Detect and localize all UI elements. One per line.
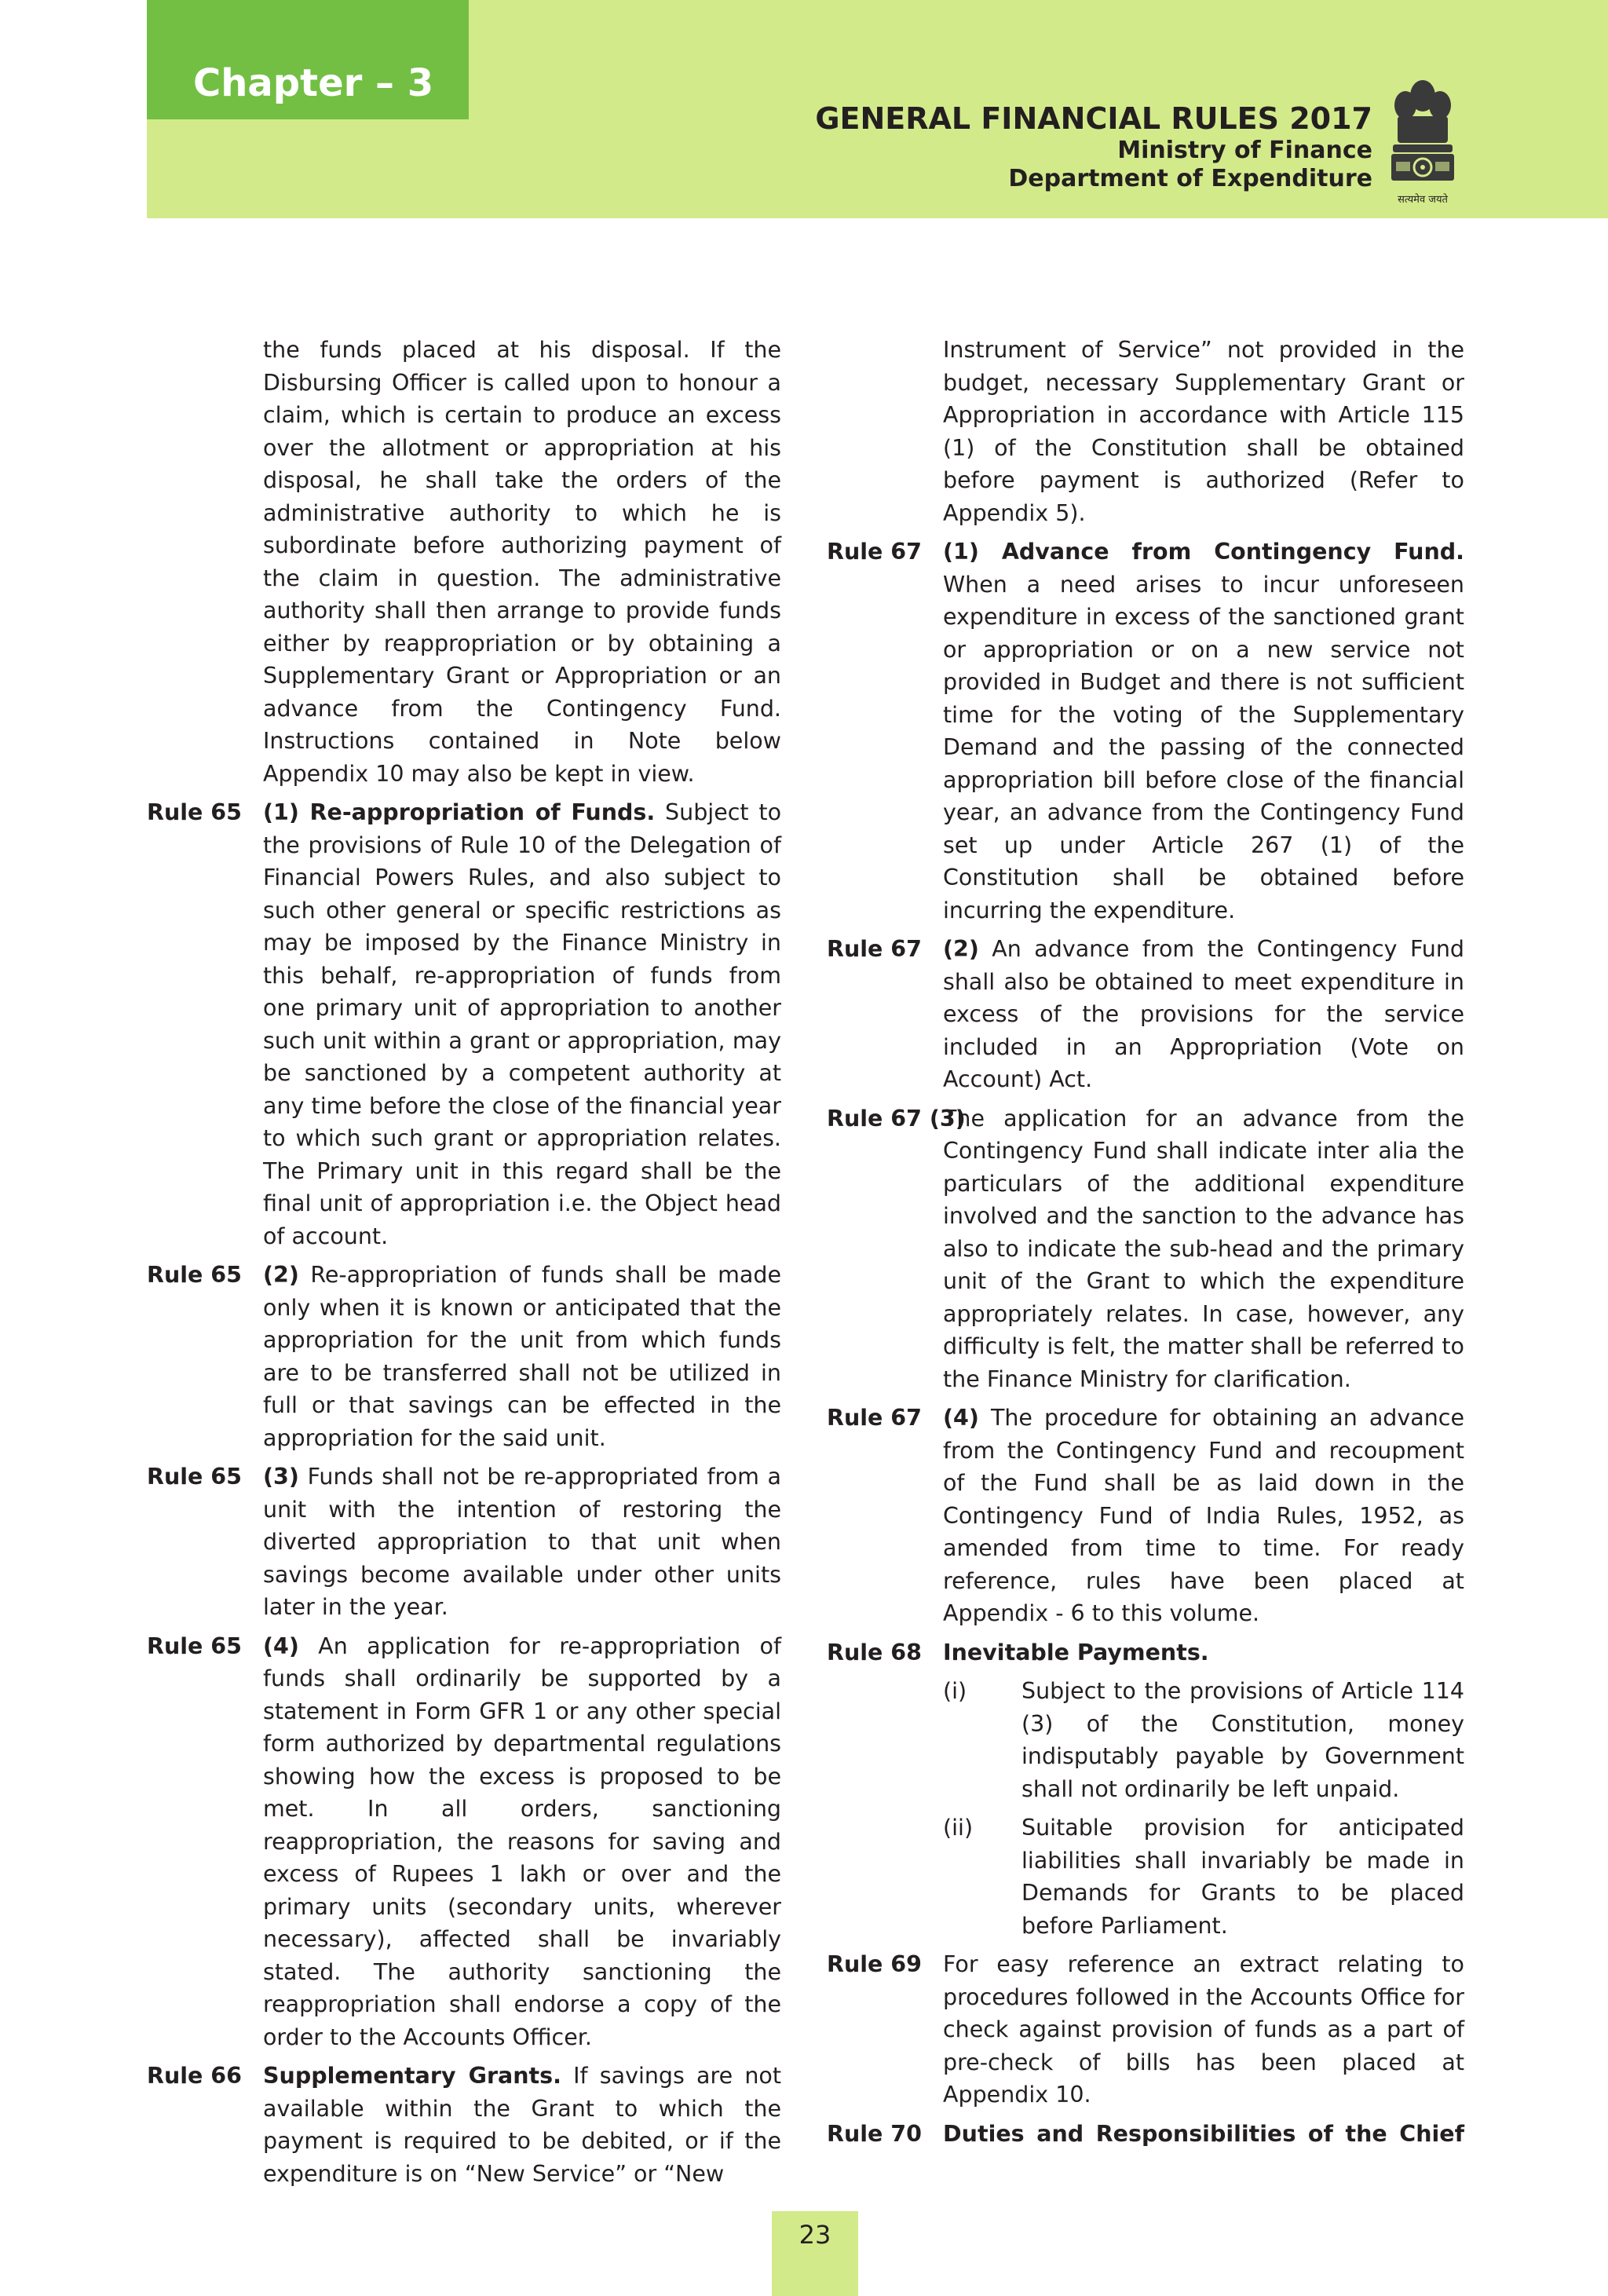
rule-heading: (3) — [263, 1464, 299, 1490]
rule-67-2 — [827, 933, 1464, 1096]
national-emblem — [1387, 72, 1459, 207]
rule-label: Rule 66 — [147, 2063, 242, 2089]
continuation-paragraph: Instrument of Service” not provided in the budget, necessary Supplementary Grant or Appropriation in accordance with Article 115 (1) of the Constitution shall be obtained before payment is authorized (Refer to Appendix 5). — [943, 337, 1464, 526]
rule-65-3 — [147, 1461, 781, 1624]
rule-65-4 — [147, 1630, 781, 2054]
ministry-name: Ministry of Finance — [1117, 137, 1372, 164]
rule-body: Re-appropriation of funds shall be made only when it is known or anticipated that the appropriation for the unit from which funds are to be transferred shall not be utilized in full or that savings can be effected in the appropriation for the said unit. — [263, 1262, 781, 1451]
emblem-motto: सत्यमेव जयते — [1398, 194, 1448, 206]
rule-heading: Duties and Responsibilities of the Chief — [943, 2120, 1464, 2147]
left-column — [147, 334, 781, 2196]
rule-label: Rule 67 (3) — [827, 1105, 966, 1132]
rule-65-1 — [147, 796, 781, 1252]
rule-heading: (2) — [943, 936, 979, 962]
rule-65-2 — [147, 1259, 781, 1454]
rule-67-1 — [827, 536, 1464, 927]
rule-body: Funds shall not be re-appropriated from a unit with the intention of restoring the diverted appropriation to that unit when savings become available under other units later in the year. — [263, 1464, 781, 1620]
rule-66 — [147, 2060, 781, 2190]
sub-item-text: Suitable provision for anticipated liabilities shall invariably be made in Demands for Grants to be placed before Parliament. — [1021, 1815, 1464, 1939]
page-number: 23 — [772, 2211, 858, 2296]
rule-67-4 — [827, 1402, 1464, 1630]
sub-item-number: (ii) — [943, 1815, 974, 1841]
rule-heading: (2) — [263, 1262, 299, 1288]
sub-item-text: Subject to the provisions of Article 114 (3) of the Constitution, money indisputably payable by Government shall not ordinarily be left unpaid. — [1021, 1678, 1464, 1802]
rule-heading: Supplementary Grants. — [263, 2063, 561, 2089]
rule-label: Rule 65 — [147, 1262, 242, 1288]
rule-heading: (4) — [943, 1405, 979, 1431]
sub-item — [943, 1675, 1464, 1805]
department-name: Department of Expenditure — [1008, 165, 1372, 192]
rule-68 — [827, 1636, 1464, 1943]
rule-body: An advance from the Contingency Fund shall also be obtained to meet expenditure in excess of the provisions for the service included in an Appropriation (Vote on Account) Act. — [943, 936, 1464, 1092]
rule-69 — [827, 1948, 1464, 2111]
title-block — [815, 101, 1372, 193]
document-title: GENERAL FINANCIAL RULES 2017 — [815, 101, 1372, 136]
rule-label: Rule 65 — [147, 1464, 242, 1490]
sub-item-number: (i) — [943, 1678, 967, 1704]
right-column — [827, 334, 1464, 2156]
rule-body: When a need arises to incur unforeseen expenditure in excess of the sanctioned grant or appropriation or on a new service not provided in Budget and there is not sufficient time for the voting of the Supplementary Demand and the passing of the connected appropriation bill before close of the financial year, an advance from the Contingency Fund set up under Article 267 (1) of the Constitution shall be obtained before incurring the expenditure. — [943, 571, 1464, 923]
rule-body: An application for re-appropriation of funds shall ordinarily be supported by a statement in Form GFR 1 or any other special form authorized by departmental regulations showing how the excess is proposed to be met. In all orders, sanctioning reappropriation, the reasons for saving and excess of Rupees 1 lakh or over and the primary units (secondary units, wherever necessary), affected shall be invariably stated. The authority sanctioning the reappropriation shall endorse a copy of the order to the Accounts Officer. — [263, 1632, 781, 2050]
rule-body: For easy reference an extract relating to procedures followed in the Accounts Office for check against provision of funds as a part of pre-check of bills has been placed at Appendix 10. — [943, 1951, 1464, 2108]
rule-label: Rule 65 — [147, 1632, 242, 1659]
rule-body: The procedure for obtaining an advance from the Contingency Fund and recoupment of the Fund shall be as laid down in the Contingency Fund of India Rules, 1952, as amended from time to time. For ready reference, rules have been placed at Appendix - 6 to this volume. — [943, 1405, 1464, 1626]
continuation-paragraph: the funds placed at his disposal. If the Disbursing Officer is called upon to honour a claim, which is certain to produce an excess over the allotment or appropriation at his disposal, he shall take the orders of the administrative authority to which he is subordinate before authorizing payment of the claim in question. The administrative authority shall then arrange to provide funds either by reappropriation or by obtaining a Supplementary Grant or Appropriation or an advance from the Contingency Fund. Instructions contained in Note below Appendix 10 may also be kept in view. — [263, 337, 781, 787]
rule-heading: Inevitable Payments. — [943, 1639, 1209, 1665]
rule-label: Rule 69 — [827, 1951, 922, 1977]
rule-67-3 — [827, 1102, 1464, 1396]
lion-capital-icon — [1387, 72, 1459, 190]
rule-body: The application for an advance from the Contingency Fund shall indicate inter alia the particulars of the additional expenditure involved and the sanction to the advance has also to indicate the sub-head and the primary unit of the Grant to which the expenditure appropriately relates. In case, however, any difficulty is felt, the matter shall be referred to the Finance Ministry for clarification. — [943, 1105, 1464, 1392]
rule-heading: (4) — [263, 1632, 299, 1659]
rule-body: Subject to the provisions of Rule 10 of the Delegation of Financial Powers Rules, and also subject to such other general or specific restrictions as may be imposed by the Finance Ministry in this behalf, re-appropriation of funds from one primary unit of appropriation to another such unit within a grant or appropriation, may be sanctioned by a competent authority at any time before the close of the financial year to which such grant or appropriation relates. The Primary unit in this regard shall be the final unit of appropriation i.e. the Object head of account. — [263, 799, 782, 1249]
rule-heading: (1) Advance from Contingency Fund. — [943, 539, 1464, 565]
rule-label: Rule 65 — [147, 799, 242, 825]
rule-label: Rule 67 — [827, 1405, 922, 1431]
chapter-tab: Chapter – 3 — [147, 0, 469, 119]
sub-item — [943, 1812, 1464, 1942]
rule-70 — [827, 2118, 1464, 2151]
rule-label: Rule 67 — [827, 539, 922, 565]
rule-heading: (1) Re-appropriation of Funds. — [263, 799, 656, 825]
rule-body: If savings are not available within the Grant to which the payment is required to be debited, or if the expenditure is on “New Service” or “New — [263, 2063, 781, 2187]
rule-label: Rule 67 — [827, 936, 922, 962]
rule-label: Rule 68 — [827, 1639, 922, 1665]
rule-label: Rule 70 — [827, 2120, 922, 2147]
